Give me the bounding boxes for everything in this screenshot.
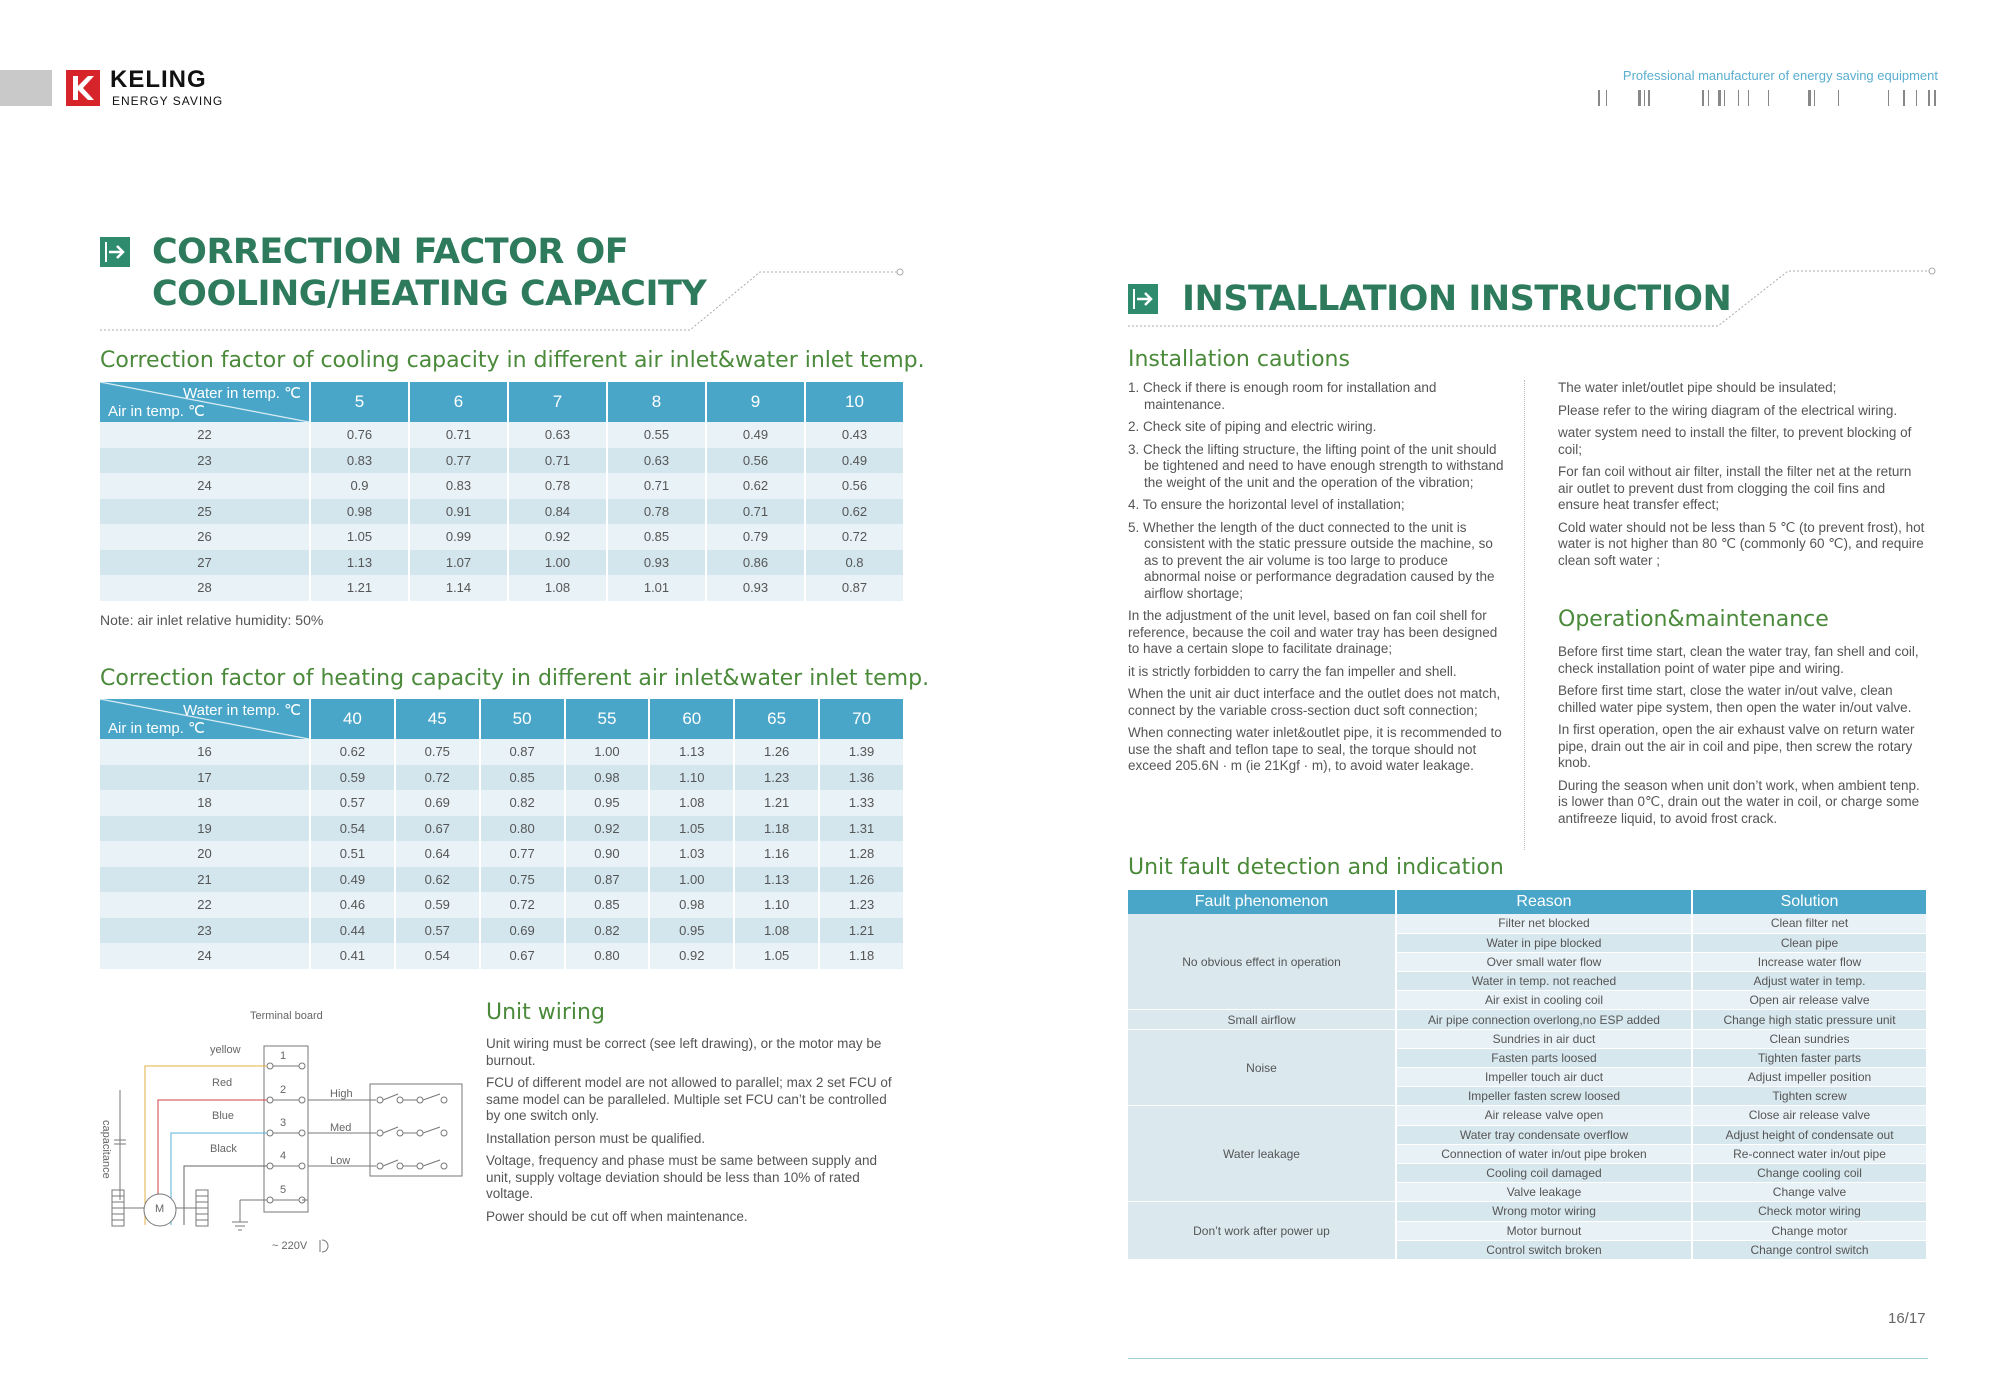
heating-subtitle: Correction factor of heating capacity in different air inlet&water inlet temp.: [100, 666, 930, 691]
table-row: [100, 918, 904, 944]
factor-cell: 0.62: [706, 473, 805, 499]
factor-cell: 0.98: [649, 892, 734, 918]
speed-label-high: High: [330, 1088, 353, 1100]
factor-cell: 0.63: [607, 448, 706, 474]
factor-cell: 0.49: [805, 448, 904, 474]
fault-solution-cell: Adjust height of condensate out: [1692, 1125, 1927, 1144]
table-row: [100, 816, 904, 842]
factor-cell: 1.00: [649, 867, 734, 893]
air-temp-cell: 17: [100, 765, 310, 791]
factor-cell: 0.43: [805, 422, 904, 448]
air-temp-cell: 24: [100, 943, 310, 969]
wiring-paragraph: FCU of different model are not allowed to parallel; max 2 set FCU of same model can be paralleled. Multiple set FCU can’t be controlled by one switch only.: [486, 1075, 892, 1123]
barcode-decoration-icon: [1598, 90, 1938, 106]
supply-voltage-label: ~ 220V: [272, 1240, 308, 1252]
factor-cell: 0.54: [395, 943, 480, 969]
installation-note: water system need to install the filter, to prevent blocking of coil;: [1558, 425, 1912, 457]
heating-correction-table: [100, 699, 905, 969]
fault-solution-cell: Re-connect water in/out pipe: [1692, 1144, 1927, 1163]
operation-text: [1558, 644, 1930, 833]
factor-cell: 1.16: [734, 841, 819, 867]
factor-cell: 0.92: [565, 816, 650, 842]
air-temp-cell: 25: [100, 499, 310, 525]
fault-reason-cell: Wrong motor wiring: [1396, 1202, 1692, 1221]
factor-cell: 0.98: [565, 765, 650, 791]
table-row: [100, 790, 904, 816]
fault-phenomenon-cell: No obvious effect in operation: [1128, 914, 1396, 1010]
installation-note: Cold water should not be less than 5 ℃ (to prevent frost), hot water is not higher than 80 ℃ (commonly 60 ℃), and require clean soft water ;: [1558, 519, 1925, 568]
factor-cell: 0.85: [607, 524, 706, 550]
water-temp-column-header: 5: [310, 382, 409, 422]
cautions-column: [1128, 380, 1504, 781]
wire-label-red: Red: [212, 1077, 233, 1089]
terminal-number: 2: [280, 1084, 287, 1096]
factor-cell: 0.87: [480, 739, 565, 765]
cooling-correction-table: [100, 382, 905, 601]
factor-cell: 0.78: [607, 499, 706, 525]
fault-solution-cell: Adjust water in temp.: [1692, 972, 1927, 991]
factor-cell: 0.41: [310, 943, 395, 969]
table-row: [100, 867, 904, 893]
caution-item: 3. Check the lifting structure, the lifting point of the unit should be tightened and need to have enough strength to withstand the weight of the unit and the operation of the vibration;: [1128, 441, 1504, 490]
factor-cell: 0.62: [395, 867, 480, 893]
caution-item: 5. Whether the length of the duct connected to the unit is consistent with the static pressure outside the machine, so as to prevent the air volume is too large to produce abnormal noise or performance degradation caused by the airflow shortage;: [1128, 519, 1495, 601]
factor-cell: 1.36: [819, 765, 904, 791]
fault-header-reason: Reason: [1396, 890, 1692, 914]
caution-paragraph: When connecting water inlet&outlet pipe, it is recommended to use the shaft and teflon tape to seal, the torque should not exceed 205.6N · m (ie 21Kgf · m), to avoid water leakage.: [1128, 725, 1502, 773]
factor-cell: 1.13: [734, 867, 819, 893]
correction-title-line1: CORRECTION FACTOR OF: [152, 232, 629, 272]
table-row: [100, 575, 904, 601]
air-temp-cell: 20: [100, 841, 310, 867]
table-row: [1128, 1029, 1927, 1048]
wiring-paragraph: Installation person must be qualified.: [486, 1130, 706, 1146]
wire-label-black: Black: [210, 1143, 237, 1155]
factor-cell: 0.56: [805, 473, 904, 499]
factor-cell: 0.82: [480, 790, 565, 816]
factor-cell: 0.63: [508, 422, 607, 448]
caution-item: 2. Check site of piping and electric wiring.: [1128, 419, 1377, 434]
factor-cell: 1.08: [508, 575, 607, 601]
fault-solution-cell: Tighten faster parts: [1692, 1048, 1927, 1067]
table-row: [100, 422, 904, 448]
fault-header-solution: Solution: [1692, 890, 1927, 914]
factor-cell: 0.83: [310, 448, 409, 474]
fault-reason-cell: Sundries in air duct: [1396, 1029, 1692, 1048]
factor-cell: 1.21: [310, 575, 409, 601]
factor-cell: 0.67: [480, 943, 565, 969]
table-row: [100, 499, 904, 525]
factor-cell: 0.75: [480, 867, 565, 893]
air-temp-cell: 23: [100, 918, 310, 944]
water-temp-column-header: 55: [565, 699, 650, 739]
cooling-subtitle: Correction factor of cooling capacity in different air inlet&water inlet temp.: [100, 348, 925, 373]
fault-reason-cell: Air pipe connection overlong,no ESP added: [1396, 1010, 1692, 1029]
gray-edge-tab: [0, 70, 52, 106]
water-temp-column-header: 40: [310, 699, 395, 739]
footer-rule: [1128, 1358, 1928, 1359]
factor-cell: 0.46: [310, 892, 395, 918]
factor-cell: 0.62: [310, 739, 395, 765]
factor-cell: 0.9: [310, 473, 409, 499]
table-row: [100, 550, 904, 576]
water-temp-column-header: 6: [409, 382, 508, 422]
table-row: [1128, 914, 1927, 933]
brand-name: KELING: [110, 66, 207, 93]
factor-cell: 0.8: [805, 550, 904, 576]
factor-cell: 0.51: [310, 841, 395, 867]
factor-cell: 0.44: [310, 918, 395, 944]
air-temp-header: Air in temp. ℃: [108, 403, 205, 420]
factor-cell: 1.23: [734, 765, 819, 791]
factor-cell: 0.49: [706, 422, 805, 448]
speed-label-med: Med: [330, 1122, 352, 1134]
table-row: [100, 943, 904, 969]
fault-reason-cell: Filter net blocked: [1396, 914, 1692, 933]
factor-cell: 0.93: [706, 575, 805, 601]
water-temp-column-header: 9: [706, 382, 805, 422]
factor-cell: 1.31: [819, 816, 904, 842]
fault-reason-cell: Fasten parts loosed: [1396, 1048, 1692, 1067]
factor-cell: 0.72: [805, 524, 904, 550]
air-temp-cell: 18: [100, 790, 310, 816]
caution-paragraph: In the adjustment of the unit level, based on fan coil shell for reference, because the coil and water tray has been designed to have a certain slope to facilitate drainage;: [1128, 608, 1498, 656]
factor-cell: 0.69: [480, 918, 565, 944]
factor-cell: 0.59: [395, 892, 480, 918]
caution-item: 1. Check if there is enough room for installation and maintenance.: [1128, 380, 1437, 412]
fault-reason-cell: Impeller touch air duct: [1396, 1068, 1692, 1087]
motor-label: M: [155, 1203, 165, 1215]
factor-cell: 1.23: [819, 892, 904, 918]
factor-cell: 0.71: [508, 448, 607, 474]
air-temp-cell: 19: [100, 816, 310, 842]
factor-cell: 1.18: [819, 943, 904, 969]
table-row: [1128, 1202, 1927, 1221]
factor-cell: 0.77: [409, 448, 508, 474]
factor-cell: 1.21: [734, 790, 819, 816]
factor-cell: 0.78: [508, 473, 607, 499]
factor-cell: 0.59: [310, 765, 395, 791]
water-temp-column-header: 7: [508, 382, 607, 422]
fault-header-phenomenon: Fault phenomenon: [1128, 890, 1396, 914]
fault-reason-cell: Water tray condensate overflow: [1396, 1125, 1692, 1144]
fault-solution-cell: Change motor: [1692, 1221, 1927, 1240]
air-temp-cell: 27: [100, 550, 310, 576]
fault-solution-cell: Close air release valve: [1692, 1106, 1927, 1125]
factor-cell: 1.08: [649, 790, 734, 816]
fault-reason-cell: Air release valve open: [1396, 1106, 1692, 1125]
factor-cell: 0.92: [508, 524, 607, 550]
brand-subtitle: ENERGY SAVING: [112, 94, 224, 108]
fault-solution-cell: Tighten screw: [1692, 1087, 1927, 1106]
factor-cell: 0.72: [480, 892, 565, 918]
fault-phenomenon-cell: Noise: [1128, 1029, 1396, 1106]
factor-cell: 1.03: [649, 841, 734, 867]
air-temp-cell: 26: [100, 524, 310, 550]
fault-table: [1128, 890, 1928, 1260]
factor-cell: 0.71: [607, 473, 706, 499]
factor-cell: 0.95: [649, 918, 734, 944]
factor-cell: 0.92: [649, 943, 734, 969]
arrow-box-icon: [100, 237, 130, 267]
operation-paragraph: During the season when unit don’t work, when ambient tenp. is lower than 0℃, drain out the water in coil, or charge some antifreeze liquid, to avoid frost crack.: [1558, 777, 1920, 826]
factor-cell: 0.72: [395, 765, 480, 791]
factor-cell: 1.10: [734, 892, 819, 918]
table-corner-header: [100, 382, 310, 422]
air-temp-cell: 16: [100, 739, 310, 765]
factor-cell: 0.55: [607, 422, 706, 448]
water-temp-column-header: 60: [649, 699, 734, 739]
fault-solution-cell: Adjust impeller position: [1692, 1068, 1927, 1087]
fault-solution-cell: Change control switch: [1692, 1240, 1927, 1259]
correction-title-line2: COOLING/HEATING CAPACITY: [152, 274, 707, 314]
fault-title: Unit fault detection and indication: [1128, 855, 1504, 880]
page-number: 16/17: [1888, 1310, 1926, 1327]
air-temp-header: Air in temp. ℃: [108, 720, 205, 737]
factor-cell: 0.90: [565, 841, 650, 867]
factor-cell: 1.18: [734, 816, 819, 842]
terminal-number: 3: [280, 1117, 287, 1129]
factor-cell: 0.77: [480, 841, 565, 867]
factor-cell: 1.01: [607, 575, 706, 601]
operation-title: Operation&maintenance: [1558, 607, 1829, 632]
fault-reason-cell: Control switch broken: [1396, 1240, 1692, 1259]
factor-cell: 0.98: [310, 499, 409, 525]
factor-cell: 1.13: [649, 739, 734, 765]
table-row: [100, 448, 904, 474]
water-temp-column-header: 45: [395, 699, 480, 739]
water-temp-column-header: 65: [734, 699, 819, 739]
fault-reason-cell: Water in temp. not reached: [1396, 972, 1692, 991]
factor-cell: 1.14: [409, 575, 508, 601]
cautions-title: Installation cautions: [1128, 347, 1350, 372]
table-row: [100, 892, 904, 918]
fault-solution-cell: Open air release valve: [1692, 991, 1927, 1010]
fault-solution-cell: Clean pipe: [1692, 933, 1927, 952]
caution-paragraph: it is strictly forbidden to carry the fan impeller and shell.: [1128, 663, 1457, 679]
factor-cell: 0.99: [409, 524, 508, 550]
factor-cell: 0.56: [706, 448, 805, 474]
factor-cell: 1.26: [734, 739, 819, 765]
wiring-paragraph: Voltage, frequency and phase must be same between supply and unit, supply voltage deviation should be less than 10% of rated voltage.: [486, 1153, 878, 1201]
column-divider: [1524, 380, 1525, 850]
water-temp-header: Water in temp. ℃: [183, 385, 301, 402]
fault-reason-cell: Cooling coil damaged: [1396, 1163, 1692, 1182]
terminal-number: 4: [280, 1150, 287, 1162]
air-temp-cell: 24: [100, 473, 310, 499]
wiring-diagram: [100, 1010, 480, 1260]
air-temp-cell: 22: [100, 892, 310, 918]
factor-cell: 1.05: [734, 943, 819, 969]
factor-cell: 0.93: [607, 550, 706, 576]
water-temp-column-header: 8: [607, 382, 706, 422]
factor-cell: 0.71: [409, 422, 508, 448]
factor-cell: 0.57: [310, 790, 395, 816]
fault-solution-cell: Change high static pressure unit: [1692, 1010, 1927, 1029]
air-temp-cell: 21: [100, 867, 310, 893]
operation-paragraph: Before first time start, clean the water tray, fan shell and coil, check installation point of water pipe and wiring.: [1558, 644, 1919, 676]
unit-wiring-title: Unit wiring: [486, 1000, 605, 1025]
fault-reason-cell: Connection of water in/out pipe broken: [1396, 1144, 1692, 1163]
factor-cell: 0.71: [706, 499, 805, 525]
capacitance-label: capacitance: [100, 1120, 112, 1179]
caution-paragraph: When the unit air duct interface and the outlet does not match, connect by the variable cross-section duct soft connection;: [1128, 686, 1501, 718]
factor-cell: 1.05: [649, 816, 734, 842]
humidity-note: Note: air inlet relative humidity: 50%: [100, 612, 324, 628]
factor-cell: 1.28: [819, 841, 904, 867]
air-temp-cell: 22: [100, 422, 310, 448]
factor-cell: 0.85: [480, 765, 565, 791]
table-row: [1128, 1010, 1927, 1029]
factor-cell: 1.07: [409, 550, 508, 576]
factor-cell: 1.05: [310, 524, 409, 550]
table-row: [100, 473, 904, 499]
table-corner-header: [100, 699, 310, 739]
water-temp-column-header: 50: [480, 699, 565, 739]
factor-cell: 0.80: [480, 816, 565, 842]
tagline: Professional manufacturer of energy saving equipment: [1622, 68, 1938, 83]
factor-cell: 0.95: [565, 790, 650, 816]
fault-solution-cell: Check motor wiring: [1692, 1202, 1927, 1221]
fault-reason-cell: Water in pipe blocked: [1396, 933, 1692, 952]
unit-wiring-text: [486, 1036, 896, 1231]
speed-label-low: Low: [330, 1155, 351, 1167]
keling-logo-icon: [66, 70, 100, 106]
terminal-board-label: Terminal board: [250, 1010, 323, 1022]
table-row: [100, 765, 904, 791]
factor-cell: 0.86: [706, 550, 805, 576]
installation-note: For fan coil without air filter, install the filter net at the return air outlet to prevent dust from clogging the coil fins and ensure heat transfer effect;: [1558, 464, 1912, 512]
factor-cell: 0.67: [395, 816, 480, 842]
water-temp-column-header: 70: [819, 699, 904, 739]
fault-reason-cell: Motor burnout: [1396, 1221, 1692, 1240]
wiring-schematic-icon: [100, 1010, 480, 1260]
air-temp-cell: 23: [100, 448, 310, 474]
air-temp-cell: 28: [100, 575, 310, 601]
factor-cell: 1.21: [819, 918, 904, 944]
wiring-paragraph: Power should be cut off when maintenance.: [486, 1208, 748, 1224]
wiring-paragraph: Unit wiring must be correct (see left drawing), or the motor may be burnout.: [486, 1036, 882, 1068]
factor-cell: 0.79: [706, 524, 805, 550]
fault-reason-cell: Air exist in cooling coil: [1396, 991, 1692, 1010]
operation-paragraph: Before first time start, close the water in/out valve, clean chilled water pipe system, then open the water in/out valve.: [1558, 683, 1912, 715]
installation-note: Please refer to the wiring diagram of the electrical wiring.: [1558, 402, 1898, 418]
factor-cell: 0.87: [805, 575, 904, 601]
factor-cell: 0.64: [395, 841, 480, 867]
factor-cell: 0.54: [310, 816, 395, 842]
factor-cell: 0.84: [508, 499, 607, 525]
fault-phenomenon-cell: Water leakage: [1128, 1106, 1396, 1202]
factor-cell: 0.76: [310, 422, 409, 448]
table-row: [100, 841, 904, 867]
factor-cell: 1.13: [310, 550, 409, 576]
fault-solution-cell: Clean sundries: [1692, 1029, 1927, 1048]
fault-reason-cell: Over small water flow: [1396, 952, 1692, 971]
water-temp-header: Water in temp. ℃: [183, 702, 301, 719]
terminal-number: 1: [280, 1050, 287, 1062]
fault-reason-cell: Impeller fasten screw loosed: [1396, 1087, 1692, 1106]
factor-cell: 0.49: [310, 867, 395, 893]
factor-cell: 1.33: [819, 790, 904, 816]
title-dotted-rule: [100, 264, 905, 332]
fault-solution-cell: Increase water flow: [1692, 952, 1927, 971]
fault-solution-cell: Change valve: [1692, 1183, 1927, 1202]
installation-note: The water inlet/outlet pipe should be insulated;: [1558, 380, 1837, 395]
fault-phenomenon-cell: Don’t work after power up: [1128, 1202, 1396, 1260]
factor-cell: 0.83: [409, 473, 508, 499]
factor-cell: 0.82: [565, 918, 650, 944]
factor-cell: 1.08: [734, 918, 819, 944]
factor-cell: 0.85: [565, 892, 650, 918]
table-row: [100, 524, 904, 550]
wire-label-blue: Blue: [212, 1110, 235, 1122]
wire-label-yellow: yellow: [210, 1044, 241, 1056]
factor-cell: 1.00: [508, 550, 607, 576]
table-row: [100, 739, 904, 765]
factor-cell: 1.10: [649, 765, 734, 791]
factor-cell: 1.26: [819, 867, 904, 893]
factor-cell: 0.91: [409, 499, 508, 525]
factor-cell: 0.87: [565, 867, 650, 893]
fault-solution-cell: Clean filter net: [1692, 914, 1927, 933]
factor-cell: 0.80: [565, 943, 650, 969]
operation-paragraph: In first operation, open the air exhaust valve on return water pipe, drain out the air in coil and pipe, then screw the rotary knob.: [1558, 722, 1915, 770]
installation-notes-column: [1558, 380, 1930, 575]
fault-solution-cell: Change cooling coil: [1692, 1163, 1927, 1182]
factor-cell: 1.00: [565, 739, 650, 765]
terminal-number: 5: [280, 1184, 287, 1196]
fault-reason-cell: Valve leakage: [1396, 1183, 1692, 1202]
installation-title: INSTALLATION INSTRUCTION: [1182, 279, 1732, 319]
factor-cell: 0.69: [395, 790, 480, 816]
factor-cell: 0.62: [805, 499, 904, 525]
table-row: [1128, 1106, 1927, 1125]
factor-cell: 0.75: [395, 739, 480, 765]
fault-phenomenon-cell: Small airflow: [1128, 1010, 1396, 1029]
factor-cell: 1.39: [819, 739, 904, 765]
title-dotted-rule: [1128, 264, 1938, 332]
factor-cell: 0.57: [395, 918, 480, 944]
caution-item: 4. To ensure the horizontal level of installation;: [1128, 497, 1405, 512]
cautions-list: [1128, 380, 1504, 602]
water-temp-column-header: 10: [805, 382, 904, 422]
